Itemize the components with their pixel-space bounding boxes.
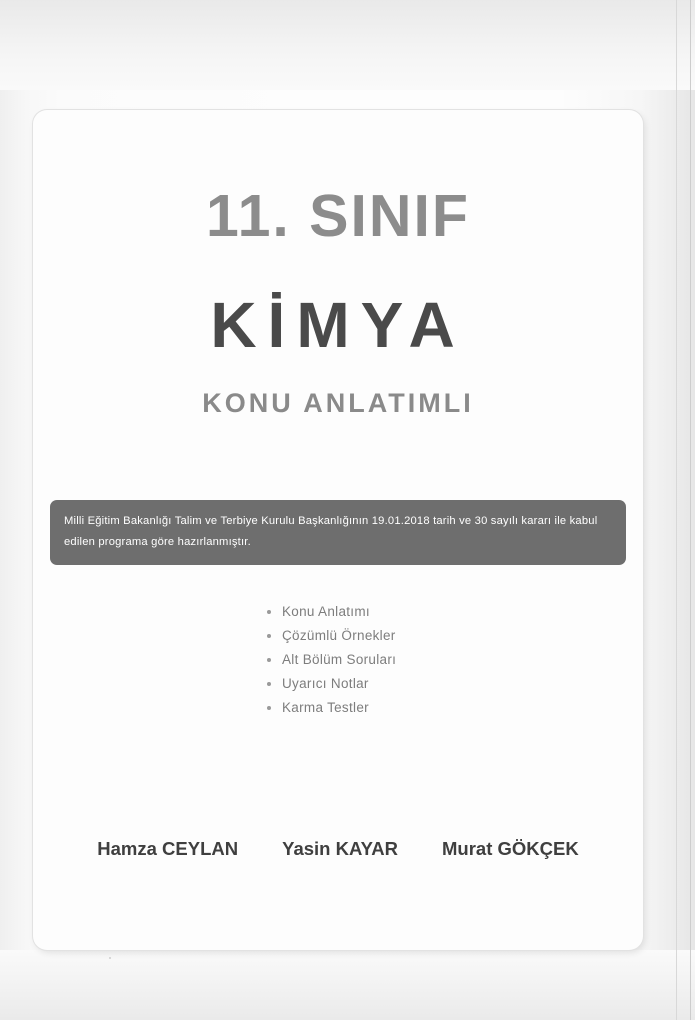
- bullet-icon: [267, 682, 271, 686]
- bullet-icon: [267, 634, 271, 638]
- scan-edge-line-outer: [690, 0, 691, 1020]
- scan-bottom-shading: [0, 950, 695, 1020]
- list-item: [265, 672, 396, 696]
- bullet-icon: [267, 706, 271, 710]
- grade-title: 11. SINIF: [206, 183, 470, 249]
- bullet-icon: [267, 658, 271, 662]
- list-item: [265, 648, 396, 672]
- curriculum-notice-text: Milli Eğitim Bakanlığı Talim ve Terbiye Kurulu Başkanlığının 19.01.2018 tarih ve 30 sayılı kararı ile kabul edilen programa göre hazırlanmıştır.: [64, 515, 598, 548]
- author-name: Murat GÖKÇEK: [442, 838, 579, 859]
- feature-label: Çözümlü Örnekler: [282, 628, 396, 643]
- feature-list: [265, 600, 396, 720]
- author-row: [33, 838, 643, 860]
- author-name: Hamza CEYLAN: [97, 838, 239, 859]
- list-item: [265, 696, 396, 720]
- curriculum-notice-banner: [50, 500, 626, 565]
- scan-speck: [109, 957, 111, 959]
- cover-subtitle: KONU ANLATIMLI: [202, 388, 474, 418]
- feature-label: Konu Anlatımı: [282, 604, 370, 619]
- book-cover: [33, 110, 643, 950]
- subject-title: KİMYA: [210, 289, 466, 361]
- feature-label: Alt Bölüm Soruları: [282, 652, 397, 667]
- feature-label: Uyarıcı Notlar: [282, 676, 369, 691]
- author-name: Yasin KAYAR: [282, 838, 398, 859]
- feature-label: Karma Testler: [282, 700, 369, 715]
- list-item: [265, 624, 396, 648]
- bullet-icon: [267, 610, 271, 614]
- scan-edge-line: [676, 0, 677, 1020]
- list-item: [265, 600, 396, 624]
- scan-top-shading: [0, 0, 695, 90]
